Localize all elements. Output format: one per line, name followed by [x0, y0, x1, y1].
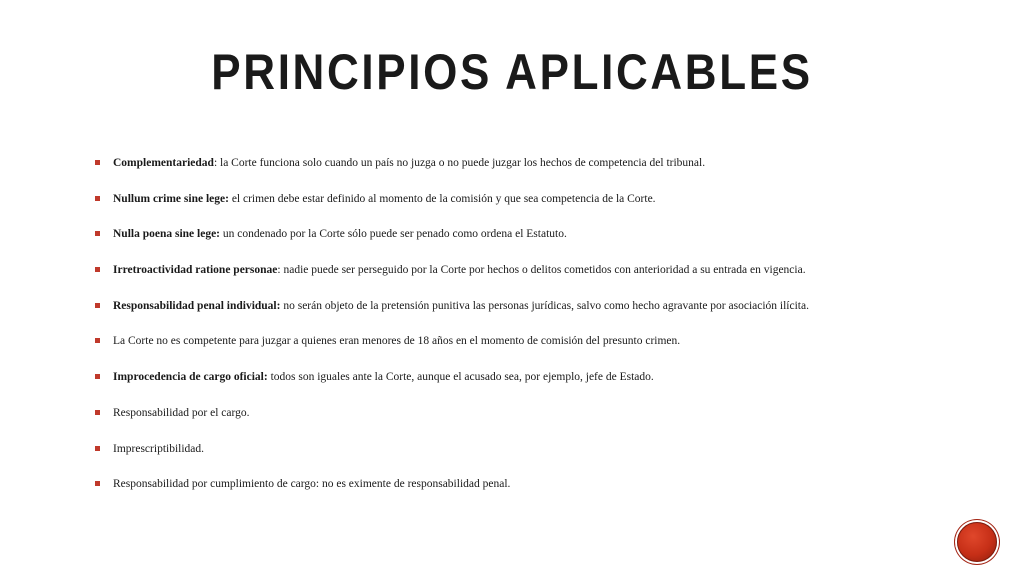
bullet-bold-text: Responsabilidad penal individual: [113, 299, 281, 312]
bullet-text: : nadie puede ser perseguido por la Corte por hechos o delitos cometidos con anterioridad a su entrada en vigencia. [277, 264, 806, 277]
bullet-item-complementariedad [95, 155, 975, 191]
bullet-square-icon [95, 446, 100, 451]
bullet-text: no serán objeto de la pretensión punitiva las personas jurídicas, salvo como hecho agravante por asociación ilícita. [280, 299, 809, 312]
bullet-text: el crimen debe estar definido al momento de la comisión y que sea competencia de la Corte. [228, 192, 656, 205]
bullet-square-icon [95, 410, 100, 415]
bullet-item-nulla-poena [95, 226, 975, 262]
bullet-text: un condenado por la Corte sólo puede ser penado como ordena el Estatuto. [220, 228, 567, 241]
bullet-square-icon [95, 374, 100, 379]
bullet-text: Responsabilidad por cumplimiento de cargo: no es eximente de responsabilidad penal. [113, 478, 511, 491]
bullet-list [95, 155, 975, 512]
bullet-item-responsabilidad-cargo [95, 405, 975, 441]
bullet-text: todos son iguales ante la Corte, aunque el acusado sea, por ejemplo, jefe de Estado. [267, 371, 654, 384]
bullet-item-imprescriptibilidad [95, 441, 975, 477]
bullet-square-icon [95, 160, 100, 165]
bullet-text: La Corte no es competente para juzgar a quienes eran menores de 18 años en el momento de comisión del presunto crimen. [113, 335, 681, 348]
bullet-bold-text: Nullum crime sine lege: [113, 192, 229, 205]
bullet-item-menores [95, 333, 975, 369]
bullet-item-responsabilidad-individual [95, 298, 975, 334]
bullet-item-cumplimiento-cargo [95, 476, 975, 512]
bullet-square-icon [95, 231, 100, 236]
bullet-bold-text: Complementariedad [113, 157, 214, 169]
bullet-square-icon [95, 196, 100, 201]
bullet-item-nullum-crime [95, 191, 975, 227]
bullet-square-icon [95, 481, 100, 486]
bullet-square-icon [95, 267, 100, 272]
bullet-bold-text: Improcedencia de cargo oficial: [113, 371, 268, 384]
bullet-text: : la Corte funciona solo cuando un país no juzga o no puede juzgar los hechos de competencia del tribunal. [213, 157, 706, 169]
slide-nav-button[interactable] [957, 522, 997, 562]
bullet-item-improcedencia [95, 369, 975, 405]
bullet-bold-text: Irretroactividad ratione personae [113, 264, 278, 277]
bullet-text: Imprescriptibilidad. [113, 442, 205, 455]
bullet-bold-text: Nulla poena sine lege: [113, 228, 221, 241]
bullet-text: Responsabilidad por el cargo. [113, 406, 250, 419]
slide-title: PRINCIPIOS APLICABLES [211, 44, 813, 100]
bullet-item-irretroactividad [95, 262, 975, 298]
bullet-square-icon [95, 338, 100, 343]
bullet-square-icon [95, 303, 100, 308]
